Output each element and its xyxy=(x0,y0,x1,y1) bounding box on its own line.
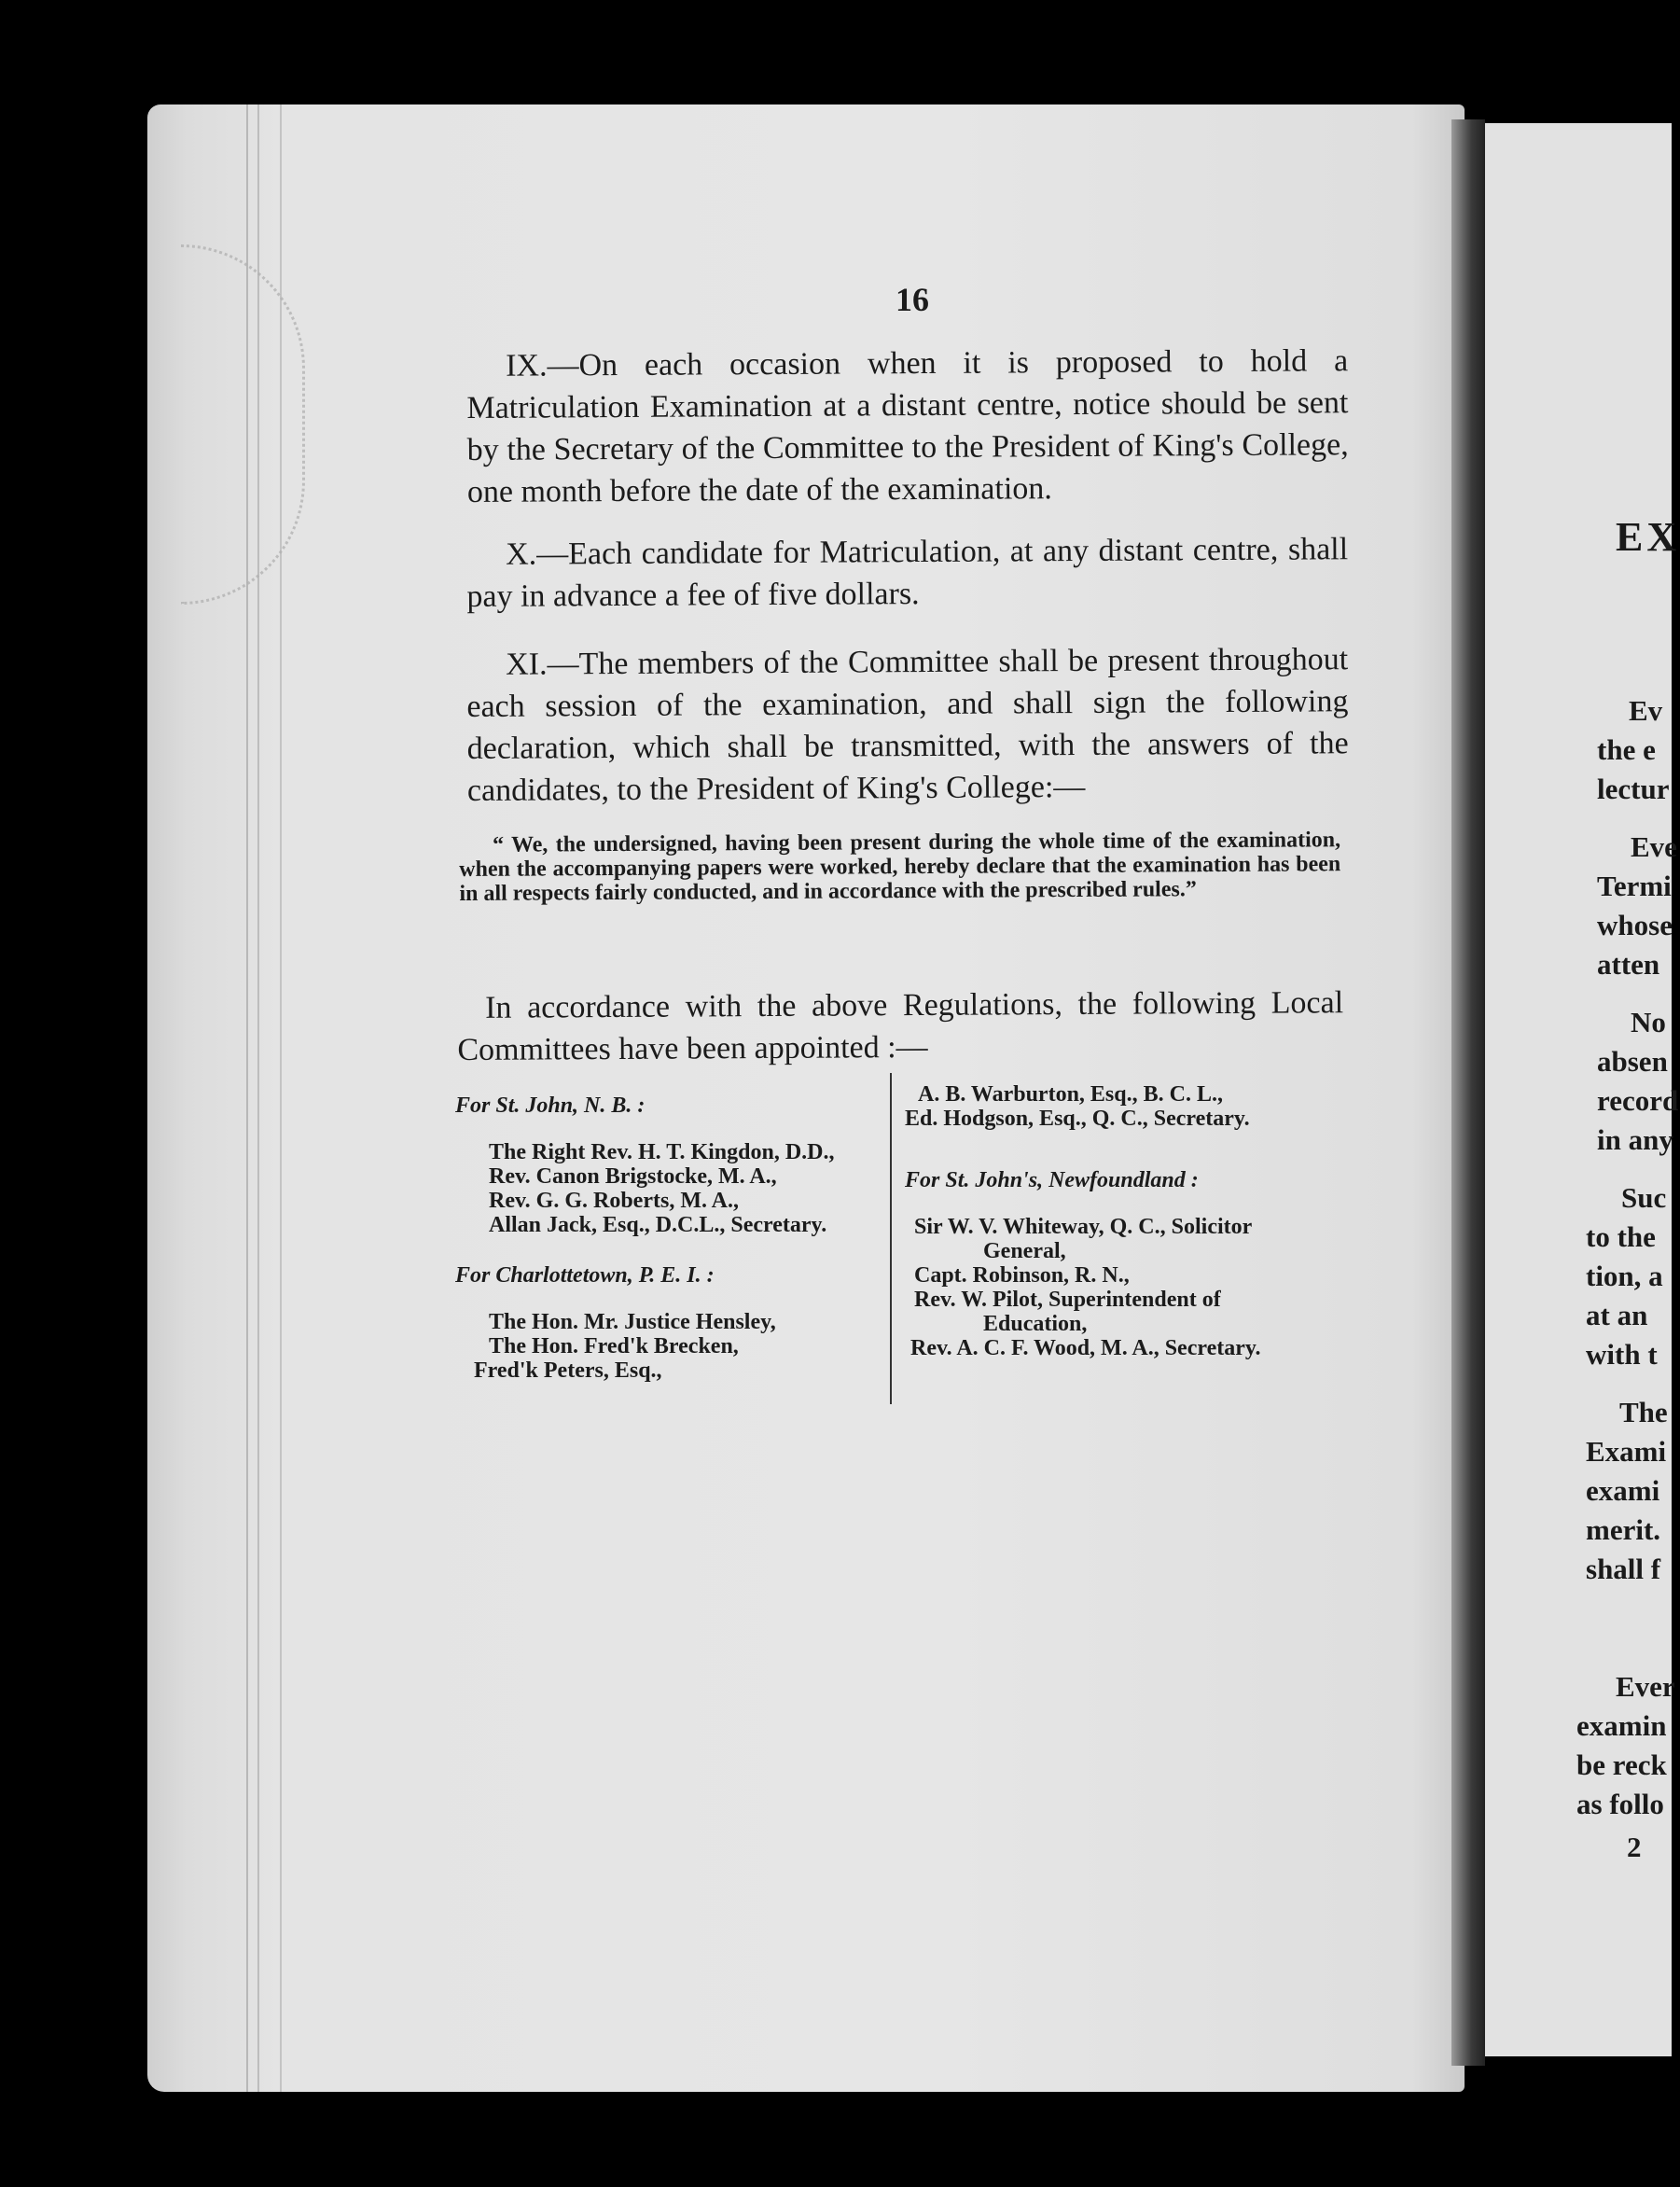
right-page-line: absen xyxy=(1597,1045,1668,1078)
declaration-quote xyxy=(459,828,1340,906)
right-page-line: be reck xyxy=(1576,1748,1667,1781)
committee-column-right xyxy=(905,1082,1261,1360)
right-page-number: 2 xyxy=(1627,1831,1642,1863)
column-divider xyxy=(890,1073,892,1404)
paragraph-xi-text: XI.—The members of the Committee shall be present throughout each session of the examination, and shall sign the following declaration, which shall be transmitted, with the answers of the candidates, to the President of King's College:— xyxy=(466,642,1349,808)
right-page-heading: EX xyxy=(1616,514,1680,560)
committee-member: Rev. A. C. F. Wood, M. A., Secretary. xyxy=(910,1336,1261,1360)
committee-member: Capt. Robinson, R. N., xyxy=(914,1263,1130,1288)
right-page-line: Exami xyxy=(1586,1435,1667,1468)
right-page-line: the e xyxy=(1597,733,1656,766)
committee-member: The Right Rev. H. T. Kingdon, D.D., xyxy=(489,1140,835,1164)
committee-column-left xyxy=(455,1094,835,1383)
right-page-line: to the xyxy=(1586,1220,1656,1253)
paragraph-ix-text: IX.—On each occasion when it is proposed to hold a Matriculation Examination at a distant centre, notice should be sent by the Secretary of the Committee to the President of King's College, one month before the date of the examination. xyxy=(466,343,1349,509)
committee-member: Fred'k Peters, Esq., xyxy=(474,1358,662,1383)
right-page-line: The xyxy=(1619,1396,1668,1428)
right-page-line: examin xyxy=(1576,1709,1667,1742)
committee-member: Sir W. V. Whiteway, Q. C., Solicitor xyxy=(914,1215,1253,1239)
committee-member: Allan Jack, Esq., D.C.L., Secretary. xyxy=(489,1213,827,1237)
committee-member: Rev. Canon Brigstocke, M. A., xyxy=(489,1164,777,1189)
committee-heading-st-john: For St. John, N. B. : xyxy=(455,1094,646,1118)
committee-heading-charlottetown: For Charlottetown, P. E. I. : xyxy=(455,1263,715,1288)
declaration-text: “ We, the undersigned, having been present during the whole time of the examination, when the accompanying papers were worked, hereby declare that the examination has been in all respects fairly conducted, and in accordance with the prescribed rules.” xyxy=(459,828,1341,906)
right-page-line: whose xyxy=(1597,909,1673,941)
book-gutter xyxy=(1451,119,1485,2066)
right-page-line: Eve xyxy=(1631,830,1677,863)
committee-member: A. B. Warburton, Esq., B. C. L., xyxy=(918,1082,1223,1107)
committees-intro xyxy=(457,982,1344,1071)
right-page-line: merit. xyxy=(1586,1513,1661,1546)
right-page-line: lectur xyxy=(1597,773,1670,805)
paragraph-x xyxy=(466,528,1349,618)
right-page-line: with t xyxy=(1586,1338,1658,1371)
committee-member: Ed. Hodgson, Esq., Q. C., Secretary. xyxy=(905,1107,1250,1131)
committee-member: Rev. W. Pilot, Superintendent of xyxy=(914,1288,1221,1312)
committee-heading-st-johns-nfld: For St. John's, Newfoundland : xyxy=(905,1168,1199,1192)
right-page-line: Ever xyxy=(1616,1670,1675,1703)
right-page-line: Suc xyxy=(1621,1181,1667,1214)
right-page-line: in any xyxy=(1597,1123,1673,1156)
right-page-line: tion, a xyxy=(1586,1260,1663,1292)
committee-member: The Hon. Mr. Justice Hensley, xyxy=(489,1310,776,1334)
right-page-line: shall f xyxy=(1586,1553,1661,1585)
embossed-stamp xyxy=(181,244,305,605)
committees-intro-text: In accordance with the above Regulations, the following Local Committees have been appointed :— xyxy=(457,985,1344,1067)
committee-member: Rev. G. G. Roberts, M. A., xyxy=(489,1189,739,1213)
right-page-line: at an xyxy=(1586,1299,1648,1331)
page-number: 16 xyxy=(896,281,929,318)
right-page-line: as follo xyxy=(1576,1788,1664,1820)
right-page-line: Termi xyxy=(1597,870,1672,902)
right-page xyxy=(1485,123,1680,2056)
right-page-line: No xyxy=(1631,1006,1666,1038)
committee-member: General, xyxy=(983,1239,1066,1263)
right-page-line: exami xyxy=(1586,1474,1660,1507)
paragraph-xi xyxy=(466,638,1349,812)
committee-member: Education, xyxy=(983,1312,1088,1336)
right-page-line: atten xyxy=(1597,948,1660,981)
paragraph-x-text: X.—Each candidate for Matriculation, at any distant centre, shall pay in advance a fee of five dollars. xyxy=(466,532,1349,614)
right-page-line: record xyxy=(1597,1084,1679,1117)
committee-member: The Hon. Fred'k Brecken, xyxy=(489,1334,739,1358)
right-page-line: Ev xyxy=(1629,694,1663,727)
paragraph-ix xyxy=(466,340,1349,513)
